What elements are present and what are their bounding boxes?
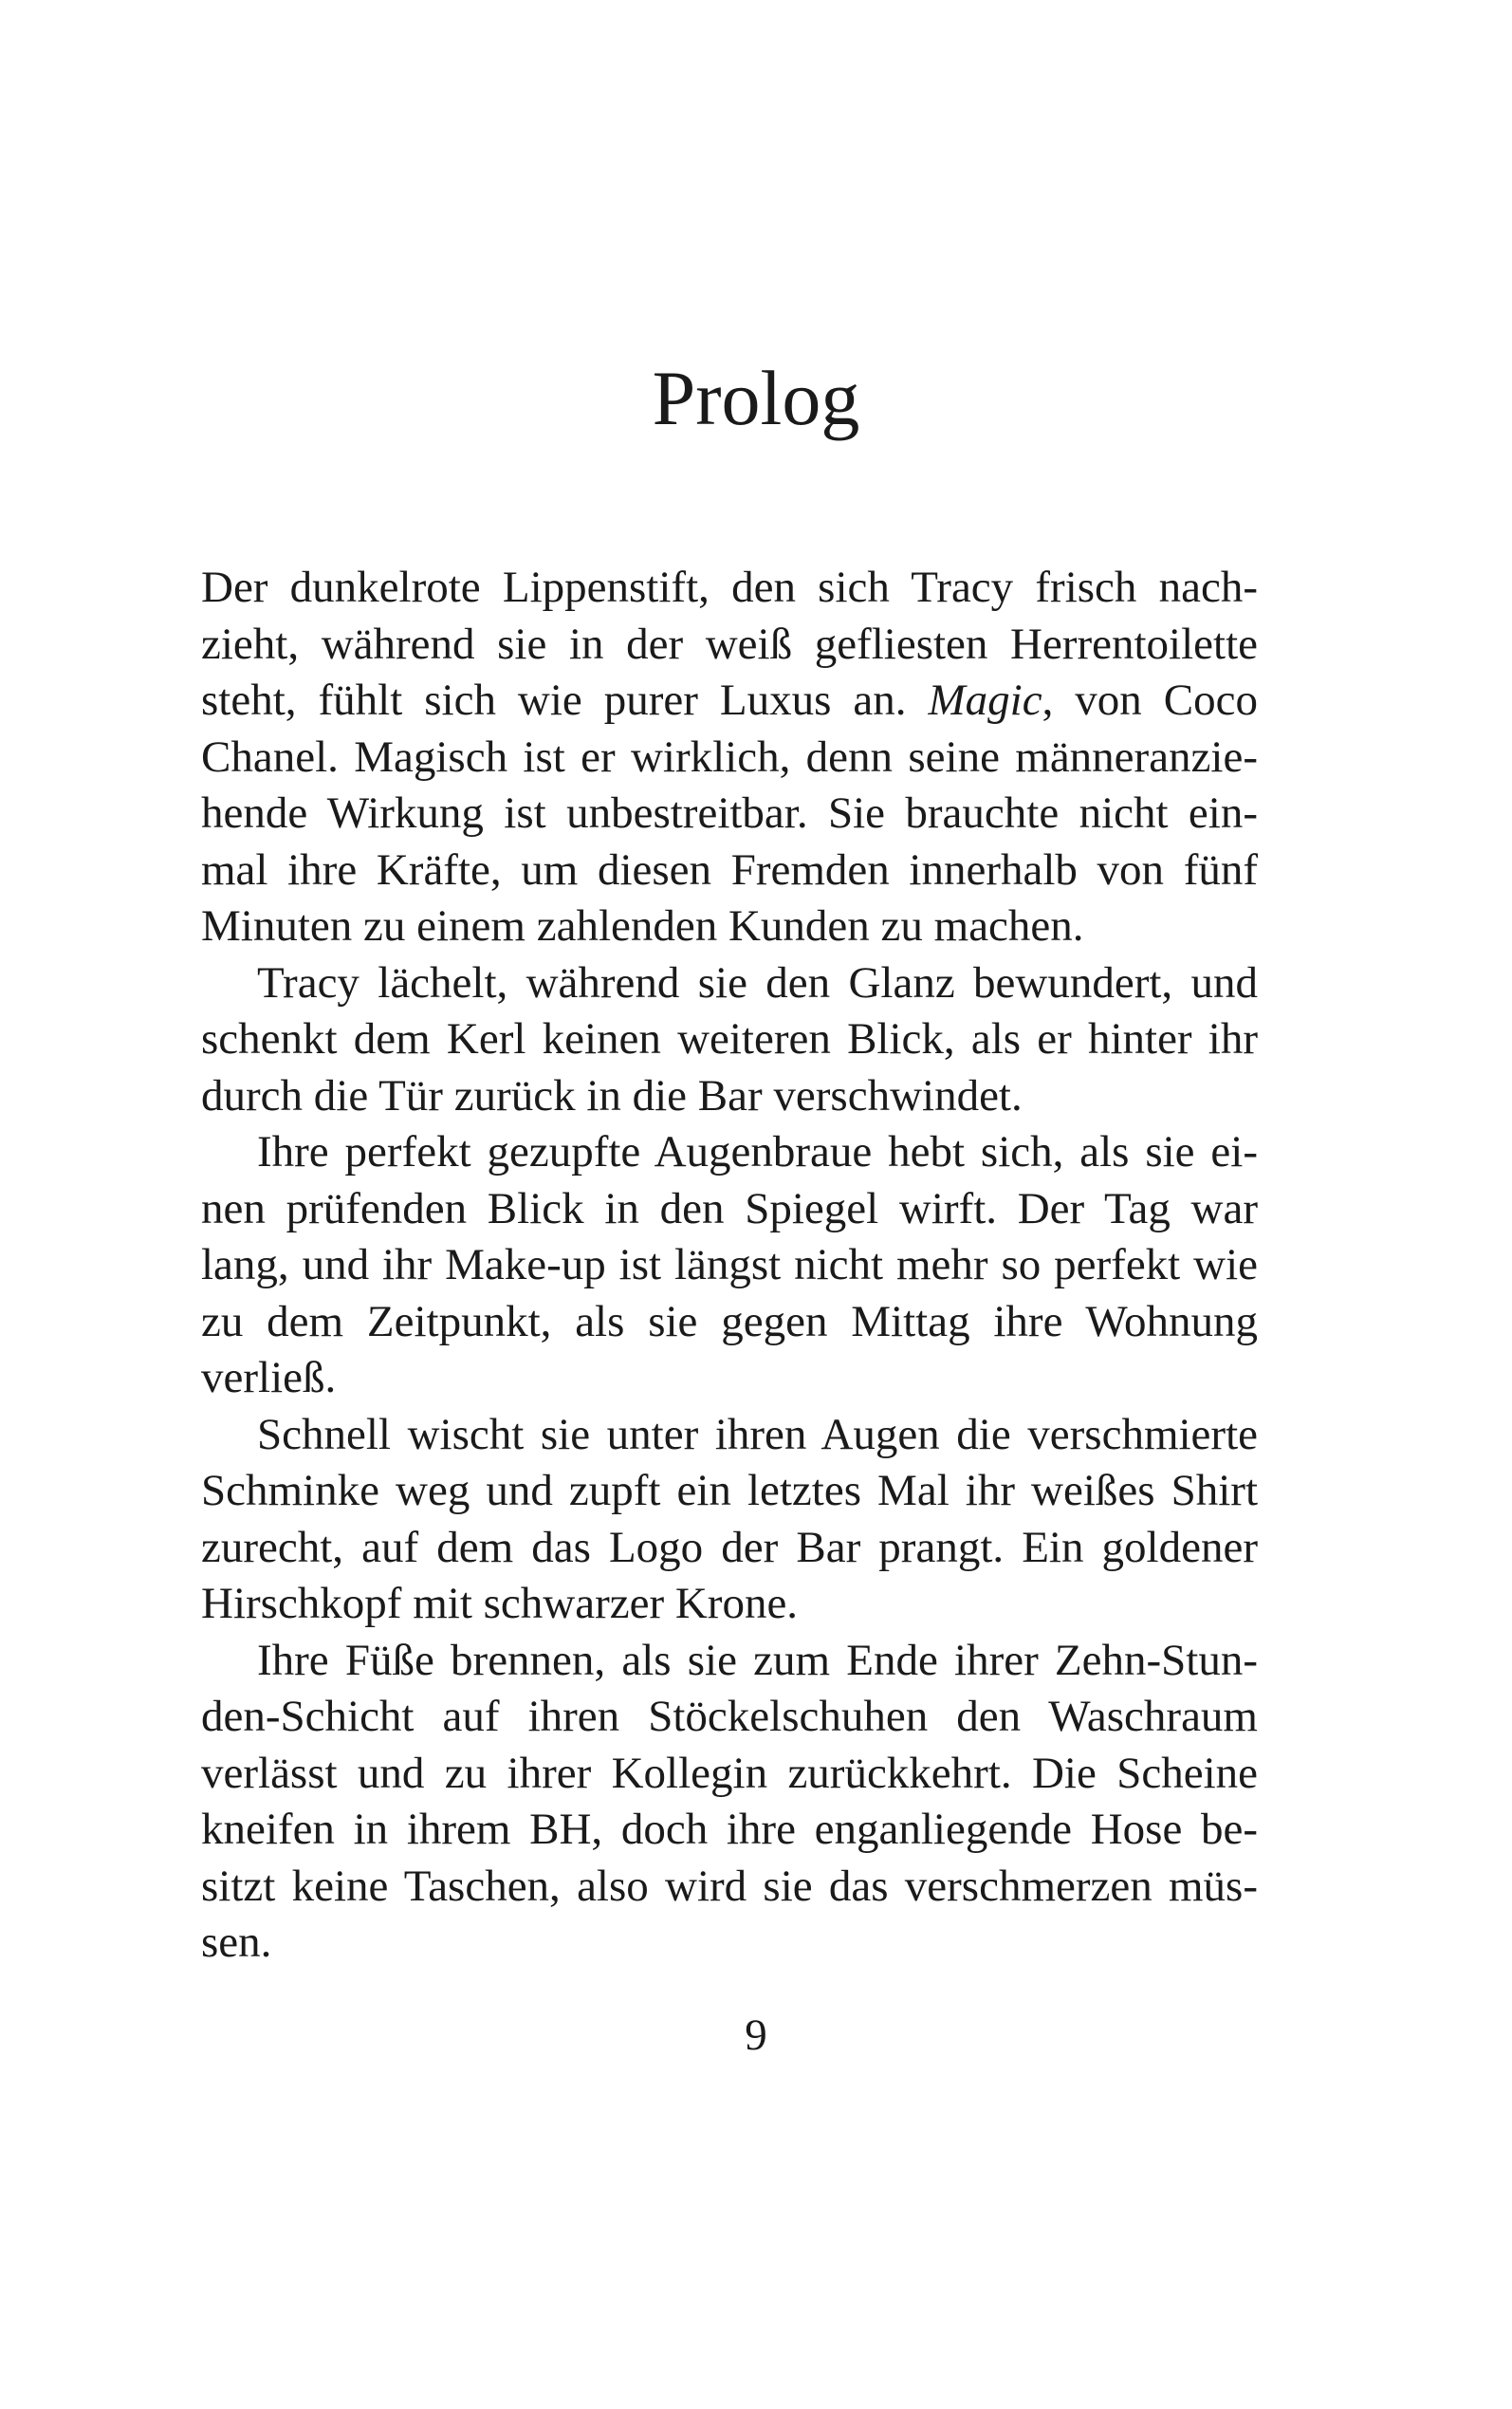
italic-product-name: Magic	[928, 676, 1042, 725]
text-line: Ihre perfekt gezupfte Augenbraue hebt sich, als sie ei-	[257, 1127, 1258, 1177]
text-line: sen.	[201, 1918, 272, 1967]
text-line: Chanel. Magisch ist er wirklich, denn seine männeranzie-	[201, 732, 1258, 782]
chapter-title: Prolog	[652, 355, 860, 441]
text-line: kneifen in ihrem BH, doch ihre enganliegende Hose be-	[201, 1805, 1258, 1854]
chapter-body	[201, 560, 1258, 1972]
text-line: steht, fühlt sich wie purer Luxus an. Magic, von Coco	[201, 676, 1258, 725]
text-line: schenkt dem Kerl keinen weiteren Blick, als er hinter ihr	[201, 1014, 1258, 1064]
text-line: verließ.	[201, 1353, 337, 1402]
text-line: zurecht, auf dem das Logo der Bar prangt. Ein goldener	[201, 1522, 1258, 1572]
text-line: Der dunkelrote Lippenstift, den sich Tracy frisch nach-	[201, 563, 1258, 612]
text-line: Schnell wischt sie unter ihren Augen die verschmierte	[257, 1409, 1258, 1459]
text-line: mal ihre Kräfte, um diesen Fremden innerhalb von fünf	[201, 844, 1258, 895]
page-number: 9	[745, 2011, 767, 2060]
text-line: Tracy lächelt, während sie den Glanz bewundert, und	[257, 957, 1258, 1008]
text-line: durch die Tür zurück in die Bar verschwindet.	[201, 1070, 1023, 1121]
text-line: lang, und ihr Make-up ist längst nicht mehr so perfekt wie	[201, 1240, 1258, 1289]
text-line: Ihre Füße brennen, als sie zum Ende ihrer Zehn-Stun-	[257, 1635, 1258, 1685]
text-line: zieht, während sie in der weiß gefliesten Herrentoilette	[201, 619, 1258, 669]
text-line: sitzt keine Taschen, also wird sie das verschmerzen müs-	[201, 1861, 1258, 1911]
text-line: Minuten zu einem zahlenden Kunden zu machen.	[201, 901, 1084, 951]
text-line: den-Schicht auf ihren Stöckelschuhen den Waschraum	[201, 1692, 1258, 1741]
text-line: verlässt und zu ihrer Kollegin zurückkehrt. Die Scheine	[201, 1748, 1258, 1798]
text-line: zu dem Zeitpunkt, als sie gegen Mittag ihre Wohnung	[201, 1296, 1258, 1346]
text-line: hende Wirkung ist unbestreitbar. Sie brauchte nicht ein-	[201, 788, 1258, 838]
text-line: Hirschkopf mit schwarzer Krone.	[201, 1579, 799, 1628]
text-line: Schminke weg und zupft ein letztes Mal ihr weißes Shirt	[201, 1466, 1258, 1515]
text-line: nen prüfenden Blick in den Spiegel wirft. Der Tag war	[201, 1183, 1258, 1233]
